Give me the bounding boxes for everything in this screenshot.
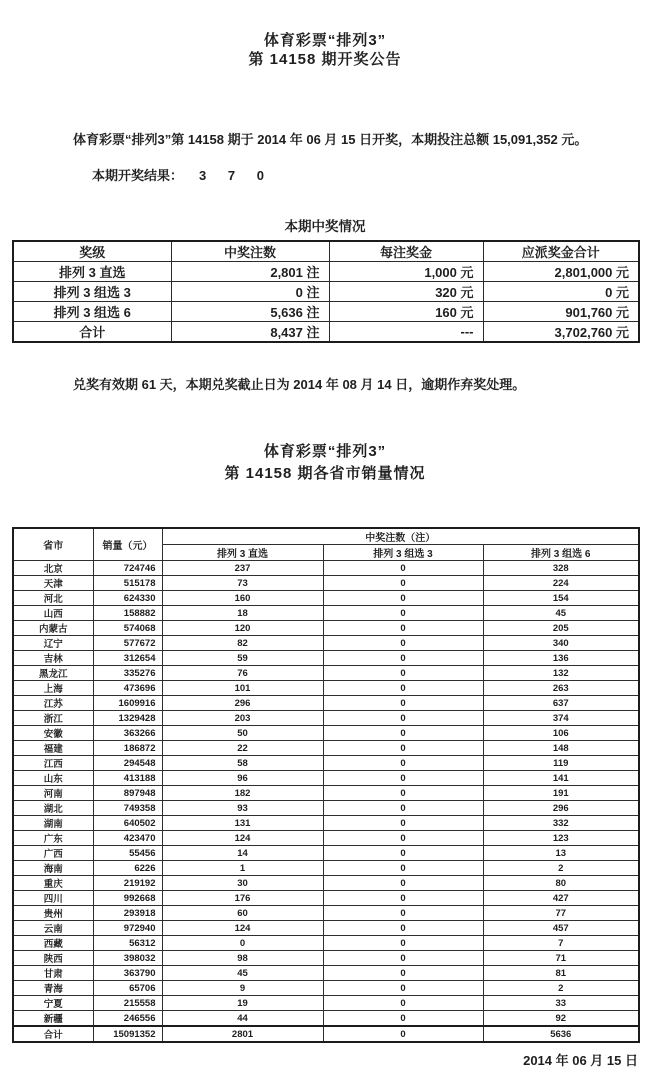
- doc-title-line2: 第 14158 期开奖公告: [248, 51, 402, 68]
- sales-table-row: [13, 906, 639, 921]
- sales-table-row-cell: 92: [483, 1011, 639, 1027]
- sales-table-row: [13, 891, 639, 906]
- sales-table-row-cell: 93: [162, 801, 323, 816]
- prize-header-amount: 每注奖金: [329, 241, 483, 262]
- sales-table-row-cell: 安徽: [13, 726, 93, 741]
- sales-table-row: [13, 846, 639, 861]
- sales-table-row-cell: 0: [323, 816, 483, 831]
- sales-table-row-cell: 80: [483, 876, 639, 891]
- sales-table-row-cell: 71: [483, 951, 639, 966]
- sales-table-row-cell: 1609916: [93, 696, 162, 711]
- sales-table-row-cell: 吉林: [13, 651, 93, 666]
- sales-table-row: [13, 876, 639, 891]
- sales-table-row-cell: 河南: [13, 786, 93, 801]
- sales-table-row-cell: 59: [162, 651, 323, 666]
- sales-table-row: [13, 741, 639, 756]
- sales-table-row-cell: 2801: [162, 1026, 323, 1042]
- sales-table-row-cell: 101: [162, 681, 323, 696]
- sales-table-row-cell: 福建: [13, 741, 93, 756]
- sales-table-row-cell: 0: [323, 951, 483, 966]
- sales-table-row-cell: 294548: [93, 756, 162, 771]
- prize-header-level: 奖级: [13, 241, 171, 262]
- sales-table-row-cell: 186872: [93, 741, 162, 756]
- sales-table-row: [13, 831, 639, 846]
- prize-table-row-cell: 901,760 元: [483, 302, 639, 322]
- sales-table-row-cell: 293918: [93, 906, 162, 921]
- sales-table-row-cell: 0: [323, 1026, 483, 1042]
- sales-table-row-cell: 176: [162, 891, 323, 906]
- sales-table-row-cell: 海南: [13, 861, 93, 876]
- sales-table-row-cell: 青海: [13, 981, 93, 996]
- sales-title-line2: 第 14158 期各省市销量情况: [224, 465, 426, 482]
- sales-table-row-cell: 637: [483, 696, 639, 711]
- sales-title-line1: 体育彩票“排列3”: [263, 443, 387, 460]
- sales-table-row-cell: 96: [162, 771, 323, 786]
- sales-table-row-cell: 0: [323, 906, 483, 921]
- sales-table-row-cell: 陕西: [13, 951, 93, 966]
- sales-subheader-zuxuan6: 排列 3 组选 6: [483, 545, 639, 561]
- sales-table-row-cell: 312654: [93, 651, 162, 666]
- sales-table-row: [13, 801, 639, 816]
- prize-table-row-cell: 2,801 注: [171, 262, 329, 282]
- sales-table-row-cell: 45: [483, 606, 639, 621]
- sales-table-row-cell: 0: [323, 891, 483, 906]
- sales-table-row: [13, 756, 639, 771]
- sales-table-row-cell: 内蒙古: [13, 621, 93, 636]
- sales-table-row-cell: 574068: [93, 621, 162, 636]
- sales-table-row-cell: 77: [483, 906, 639, 921]
- sales-table-row-cell: 81: [483, 966, 639, 981]
- sales-table-row-cell: 山东: [13, 771, 93, 786]
- prize-table-row-cell: ---: [329, 322, 483, 343]
- sales-header-win-group: 中奖注数（注）: [162, 528, 639, 545]
- sales-table-row-cell: 0: [323, 861, 483, 876]
- sales-table-row: [13, 621, 639, 636]
- sales-table-row-cell: 60: [162, 906, 323, 921]
- sales-table-row-cell: 141: [483, 771, 639, 786]
- prize-table-body: [13, 262, 639, 343]
- sales-table-row-cell: 457: [483, 921, 639, 936]
- sales-table-row-cell: 浙江: [13, 711, 93, 726]
- prize-table-row-cell: 3,702,760 元: [483, 322, 639, 343]
- sales-table-row-cell: 577672: [93, 636, 162, 651]
- sales-table-row-cell: 82: [162, 636, 323, 651]
- sales-table-row-cell: 640502: [93, 816, 162, 831]
- prize-table-row-cell: 0 注: [171, 282, 329, 302]
- sales-table-row: [13, 786, 639, 801]
- sales-table-row-cell: 73: [162, 576, 323, 591]
- prize-table-row-cell: 160 元: [329, 302, 483, 322]
- sales-table-row-cell: 贵州: [13, 906, 93, 921]
- sales-table-row-cell: 0: [323, 651, 483, 666]
- sales-table-row-cell: 473696: [93, 681, 162, 696]
- sales-table-row-cell: 30: [162, 876, 323, 891]
- sales-table-row: [13, 606, 639, 621]
- sales-table-row-cell: 0: [323, 621, 483, 636]
- sales-table-row-cell: 0: [323, 996, 483, 1011]
- sales-table-row-cell: 724746: [93, 561, 162, 576]
- sales-table-row-cell: 50: [162, 726, 323, 741]
- sales-table-row-cell: 56312: [93, 936, 162, 951]
- sales-table-row: [13, 771, 639, 786]
- sales-table-row-cell: 湖南: [13, 816, 93, 831]
- sales-table-row: [13, 576, 639, 591]
- prize-table-caption: 本期中奖情况: [284, 219, 366, 234]
- sales-table-row-cell: 398032: [93, 951, 162, 966]
- prize-table-row-cell: 1,000 元: [329, 262, 483, 282]
- sales-table-row-cell: 上海: [13, 681, 93, 696]
- sales-table-row-cell: 154: [483, 591, 639, 606]
- sales-table-row-cell: 215558: [93, 996, 162, 1011]
- sales-table-row-cell: 123: [483, 831, 639, 846]
- draw-result-label: 本期开奖结果：: [92, 168, 184, 183]
- sales-table-row: [13, 681, 639, 696]
- sales-table-row-cell: 河北: [13, 591, 93, 606]
- sales-subheader-zhixuan: 排列 3 直选: [162, 545, 323, 561]
- sales-table-row-cell: 18: [162, 606, 323, 621]
- sales-table-row-cell: 黑龙江: [13, 666, 93, 681]
- sales-table-row-cell: 四川: [13, 891, 93, 906]
- sales-table-row-cell: 0: [323, 666, 483, 681]
- sales-table-row-cell: 749358: [93, 801, 162, 816]
- sales-table-row-cell: 新疆: [13, 1011, 93, 1027]
- prize-header-total: 应派奖金合计: [483, 241, 639, 262]
- sales-table-body: [13, 561, 639, 1043]
- prize-table-row: [13, 302, 639, 322]
- intro-paragraph: 体育彩票“排列3”第 14158 期于 2014 年 06 月 15 日开奖，本期投注总额 15,091,352 元。: [73, 132, 588, 147]
- sales-table-row: [13, 816, 639, 831]
- sales-table-row: [13, 1011, 639, 1027]
- sales-table-row-cell: 427: [483, 891, 639, 906]
- sales-table-row: [13, 861, 639, 876]
- sales-table-row-cell: 515178: [93, 576, 162, 591]
- sales-table-row-cell: 98: [162, 951, 323, 966]
- sales-table-row: [13, 726, 639, 741]
- doc-title-line1: 体育彩票“排列3”: [263, 32, 387, 49]
- sales-table-row-cell: 0: [323, 591, 483, 606]
- sales-table-row-cell: 山西: [13, 606, 93, 621]
- sales-table-row-cell: 湖北: [13, 801, 93, 816]
- sales-table-row: [13, 996, 639, 1011]
- sales-table-row-cell: 332: [483, 816, 639, 831]
- sales-table-row: [13, 936, 639, 951]
- prize-header-count: 中奖注数: [171, 241, 329, 262]
- sales-table-row-cell: 132: [483, 666, 639, 681]
- sales-table-row-cell: 0: [323, 711, 483, 726]
- sales-table-row-cell: 辽宁: [13, 636, 93, 651]
- sales-table-row-cell: 广西: [13, 846, 93, 861]
- prize-table-row-cell: 320 元: [329, 282, 483, 302]
- prize-table-row: [13, 322, 639, 343]
- sales-table-row-cell: 江苏: [13, 696, 93, 711]
- sales-table-row-cell: 0: [323, 606, 483, 621]
- sales-table-row-cell: 374: [483, 711, 639, 726]
- sales-table-row-cell: 897948: [93, 786, 162, 801]
- sales-table-row: [13, 1026, 639, 1042]
- sales-table-row-cell: 云南: [13, 921, 93, 936]
- redemption-note: 兑奖有效期 61 天，本期兑奖截止日为 2014 年 08 月 14 日，逾期作弃奖处理。: [73, 377, 526, 392]
- sales-table-row-cell: 19: [162, 996, 323, 1011]
- sales-table-row-cell: 76: [162, 666, 323, 681]
- sales-table-row-cell: 广东: [13, 831, 93, 846]
- lottery-announcement-document: [0, 31, 650, 1068]
- sales-table-row: [13, 666, 639, 681]
- sales-header-province: 省市: [13, 528, 93, 561]
- sales-table-row-cell: 0: [323, 756, 483, 771]
- sales-table-row: [13, 651, 639, 666]
- sales-table-row-cell: 2: [483, 861, 639, 876]
- sales-table-row-cell: 296: [162, 696, 323, 711]
- sales-table-row-cell: 148: [483, 741, 639, 756]
- sales-table-row-cell: 58: [162, 756, 323, 771]
- sales-table-row-cell: 0: [323, 636, 483, 651]
- sales-table-row-cell: 0: [323, 576, 483, 591]
- prize-table-row: [13, 282, 639, 302]
- sales-table-row-cell: 0: [323, 681, 483, 696]
- sales-table-row: [13, 561, 639, 576]
- sales-table-row-cell: 328: [483, 561, 639, 576]
- sales-table-row: [13, 636, 639, 651]
- sales-table-row-cell: 160: [162, 591, 323, 606]
- sales-table-row-cell: 0: [323, 786, 483, 801]
- sales-table-row-cell: 158882: [93, 606, 162, 621]
- prize-table-header-row: [13, 241, 639, 262]
- sales-section-title: [0, 441, 650, 485]
- prize-table-row-cell: 合计: [13, 322, 171, 343]
- sales-table-row-cell: 219192: [93, 876, 162, 891]
- sales-table-row-cell: 0: [162, 936, 323, 951]
- sales-table-row-cell: 1329428: [93, 711, 162, 726]
- sales-table-row-cell: 363790: [93, 966, 162, 981]
- sales-table-row-cell: 合计: [13, 1026, 93, 1042]
- sales-table-row-cell: 224: [483, 576, 639, 591]
- sales-table-header-row-1: [13, 528, 639, 545]
- sales-table-row-cell: 0: [323, 561, 483, 576]
- sales-table-row-cell: 363266: [93, 726, 162, 741]
- sales-table-row-cell: 0: [323, 921, 483, 936]
- sales-table-row-cell: 136: [483, 651, 639, 666]
- prize-table: [12, 240, 640, 343]
- sales-table-row-cell: 0: [323, 726, 483, 741]
- doc-title: [0, 31, 650, 69]
- sales-table-row-cell: 宁夏: [13, 996, 93, 1011]
- sales-table-row-cell: 西藏: [13, 936, 93, 951]
- sales-table-row-cell: 246556: [93, 1011, 162, 1027]
- sales-table-row-cell: 7: [483, 936, 639, 951]
- sales-table-row-cell: 5636: [483, 1026, 639, 1042]
- sales-table-row-cell: 335276: [93, 666, 162, 681]
- sales-table-row-cell: 13: [483, 846, 639, 861]
- sales-table-row-cell: 22: [162, 741, 323, 756]
- draw-result-line: [92, 165, 650, 184]
- sales-table-row-cell: 天津: [13, 576, 93, 591]
- sales-table-row-cell: 65706: [93, 981, 162, 996]
- sales-table-row-cell: 205: [483, 621, 639, 636]
- sales-subheader-zuxuan3: 排列 3 组选 3: [323, 545, 483, 561]
- sales-table-row-cell: 191: [483, 786, 639, 801]
- sales-table-row-cell: 6226: [93, 861, 162, 876]
- sales-table-row-cell: 624330: [93, 591, 162, 606]
- sales-table-row: [13, 696, 639, 711]
- sales-table-row: [13, 966, 639, 981]
- sales-table-row-cell: 江西: [13, 756, 93, 771]
- footer-date: 2014 年 06 月 15 日: [523, 1053, 638, 1068]
- sales-table-row: [13, 591, 639, 606]
- sales-table-row-cell: 413188: [93, 771, 162, 786]
- prize-table-row-cell: 2,801,000 元: [483, 262, 639, 282]
- prize-table-row-cell: 排列 3 组选 3: [13, 282, 171, 302]
- sales-table-row-cell: 237: [162, 561, 323, 576]
- prize-table-row-cell: 8,437 注: [171, 322, 329, 343]
- sales-table-row-cell: 0: [323, 801, 483, 816]
- sales-table-row-cell: 340: [483, 636, 639, 651]
- sales-table-row-cell: 0: [323, 831, 483, 846]
- sales-table-row-cell: 972940: [93, 921, 162, 936]
- sales-table-row: [13, 711, 639, 726]
- sales-table-row-cell: 0: [323, 846, 483, 861]
- sales-table-row-cell: 120: [162, 621, 323, 636]
- sales-table-row-cell: 1: [162, 861, 323, 876]
- sales-table-row-cell: 124: [162, 921, 323, 936]
- sales-table-row-cell: 0: [323, 741, 483, 756]
- sales-table-row-cell: 44: [162, 1011, 323, 1027]
- prize-table-row-cell: 排列 3 组选 6: [13, 302, 171, 322]
- sales-table-row-cell: 甘肃: [13, 966, 93, 981]
- sales-table-row: [13, 951, 639, 966]
- sales-table-row-cell: 203: [162, 711, 323, 726]
- sales-table-row: [13, 921, 639, 936]
- sales-table-row-cell: 45: [162, 966, 323, 981]
- sales-table-row-cell: 9: [162, 981, 323, 996]
- sales-table-row-cell: 55456: [93, 846, 162, 861]
- sales-table-row-cell: 119: [483, 756, 639, 771]
- sales-table-row-cell: 0: [323, 936, 483, 951]
- sales-table-row-cell: 重庆: [13, 876, 93, 891]
- sales-table-row-cell: 124: [162, 831, 323, 846]
- sales-table-row-cell: 15091352: [93, 1026, 162, 1042]
- sales-table-row-cell: 131: [162, 816, 323, 831]
- sales-table-row-cell: 106: [483, 726, 639, 741]
- sales-table-row-cell: 263: [483, 681, 639, 696]
- sales-header-sales: 销量（元）: [93, 528, 162, 561]
- sales-table-row-cell: 0: [323, 876, 483, 891]
- sales-table-row-cell: 423470: [93, 831, 162, 846]
- sales-table-row-cell: 992668: [93, 891, 162, 906]
- sales-table-row: [13, 981, 639, 996]
- sales-table-row-cell: 0: [323, 696, 483, 711]
- sales-table-row-cell: 0: [323, 981, 483, 996]
- sales-table-row-cell: 296: [483, 801, 639, 816]
- sales-table-row-cell: 0: [323, 771, 483, 786]
- sales-table-row-cell: 0: [323, 966, 483, 981]
- prize-table-row: [13, 262, 639, 282]
- sales-table-row-cell: 14: [162, 846, 323, 861]
- draw-result-numbers: 3 7 0: [199, 168, 273, 183]
- prize-table-row-cell: 排列 3 直选: [13, 262, 171, 282]
- prize-table-row-cell: 5,636 注: [171, 302, 329, 322]
- prize-table-row-cell: 0 元: [483, 282, 639, 302]
- sales-table-row-cell: 33: [483, 996, 639, 1011]
- sales-table-row-cell: 北京: [13, 561, 93, 576]
- sales-table-row-cell: 182: [162, 786, 323, 801]
- sales-table-row-cell: 2: [483, 981, 639, 996]
- sales-table-row-cell: 0: [323, 1011, 483, 1027]
